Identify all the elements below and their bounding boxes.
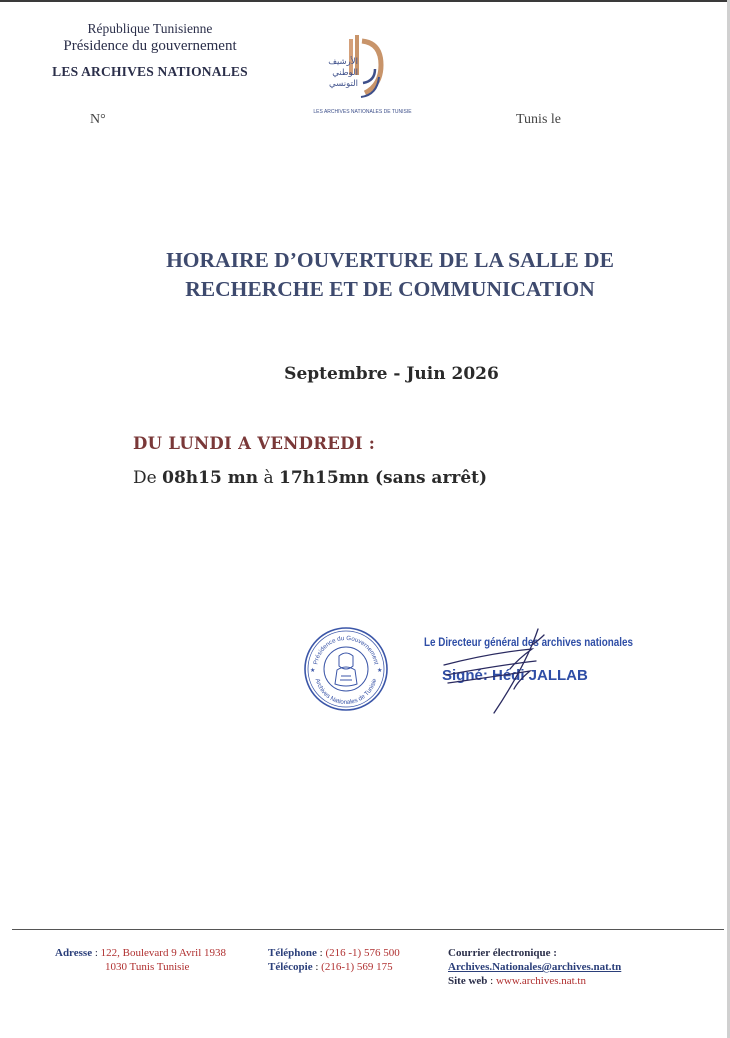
phone-number: (216 -1) 576 500 [325, 947, 400, 959]
logo-arabic-text: الأرشيف الوطني التونسي [328, 57, 358, 89]
svg-text:★: ★ [377, 668, 383, 674]
page-top-edge [0, 0, 730, 2]
footer-phone: Téléphone : (216 -1) 576 500 Télécopie : (216-1) 569 175 [268, 947, 400, 973]
signatory-title: Le Directeur général des archives nationales [424, 635, 633, 649]
schedule-days: DU LUNDI A VENDREDI : [133, 434, 376, 453]
letterhead-institution: LES ARCHIVES NATIONALES [52, 64, 248, 79]
place-date-label: Tunis le [516, 112, 562, 127]
reference-number-label: N° [90, 112, 106, 127]
signatory-name: Signé: Hédi JALLAB [442, 667, 588, 684]
stamp-text-top: Présidence du Gouvernement [312, 634, 380, 666]
stamp-icon [303, 626, 389, 712]
schedule-hours [133, 468, 487, 488]
hours-prefix: De [133, 468, 163, 488]
official-stamp [303, 626, 389, 712]
document-title [100, 246, 680, 304]
phone-label: Téléphone [268, 947, 317, 959]
hours-end: 17h15mn (sans arrêt) [279, 468, 488, 488]
svg-text:Archives Nationales de Tunisie [314, 677, 379, 706]
footer-divider [12, 929, 724, 930]
letterhead-country: République Tunisienne [87, 21, 213, 36]
letterhead [40, 20, 260, 80]
email-label: Courrier électronique : [448, 947, 557, 959]
email-link[interactable]: Archives.Nationales@archives.nat.tn [448, 961, 622, 973]
title-line-2: RECHERCHE ET DE COMMUNICATION [185, 277, 595, 301]
letterhead-ministry: Présidence du gouvernement [63, 38, 237, 54]
address-line-2: 1030 Tunis Tunisie [105, 961, 190, 973]
website-link[interactable]: www.archives.nat.tn [495, 975, 586, 987]
signature-block [420, 625, 650, 720]
handwritten-signature-icon [420, 625, 650, 720]
period: Septembre - Juin 2026 [284, 364, 499, 384]
hours-middle: à [258, 468, 280, 488]
stamp-text-bottom: Archives Nationales de Tunisie [313, 677, 379, 707]
address-label: Adresse [55, 947, 93, 959]
fax-number: (216-1) 569 175 [321, 961, 393, 973]
address-line-1: 122, Boulevard 9 Avril 1938 [100, 947, 227, 959]
footer-address: Adresse : 122, Boulevard 9 Avril 1938 1030 Tunis Tunisie [55, 947, 227, 973]
website-label: Site web [448, 975, 488, 987]
footer-contact: Courrier électronique : Archives.Nationales@archives.nat.tn Site web : www.archives.nat.tn [448, 947, 622, 987]
fax-label: Télécopie [268, 961, 313, 973]
title-line-1: HORAIRE D’OUVERTURE DE LA SALLE DE [166, 248, 614, 272]
logo-caption: LES ARCHIVES NATIONALES DE TUNISIE [313, 109, 412, 115]
hours-start: 08h15 mn [162, 468, 259, 488]
archives-logo [305, 35, 420, 120]
svg-text:★: ★ [310, 668, 316, 674]
